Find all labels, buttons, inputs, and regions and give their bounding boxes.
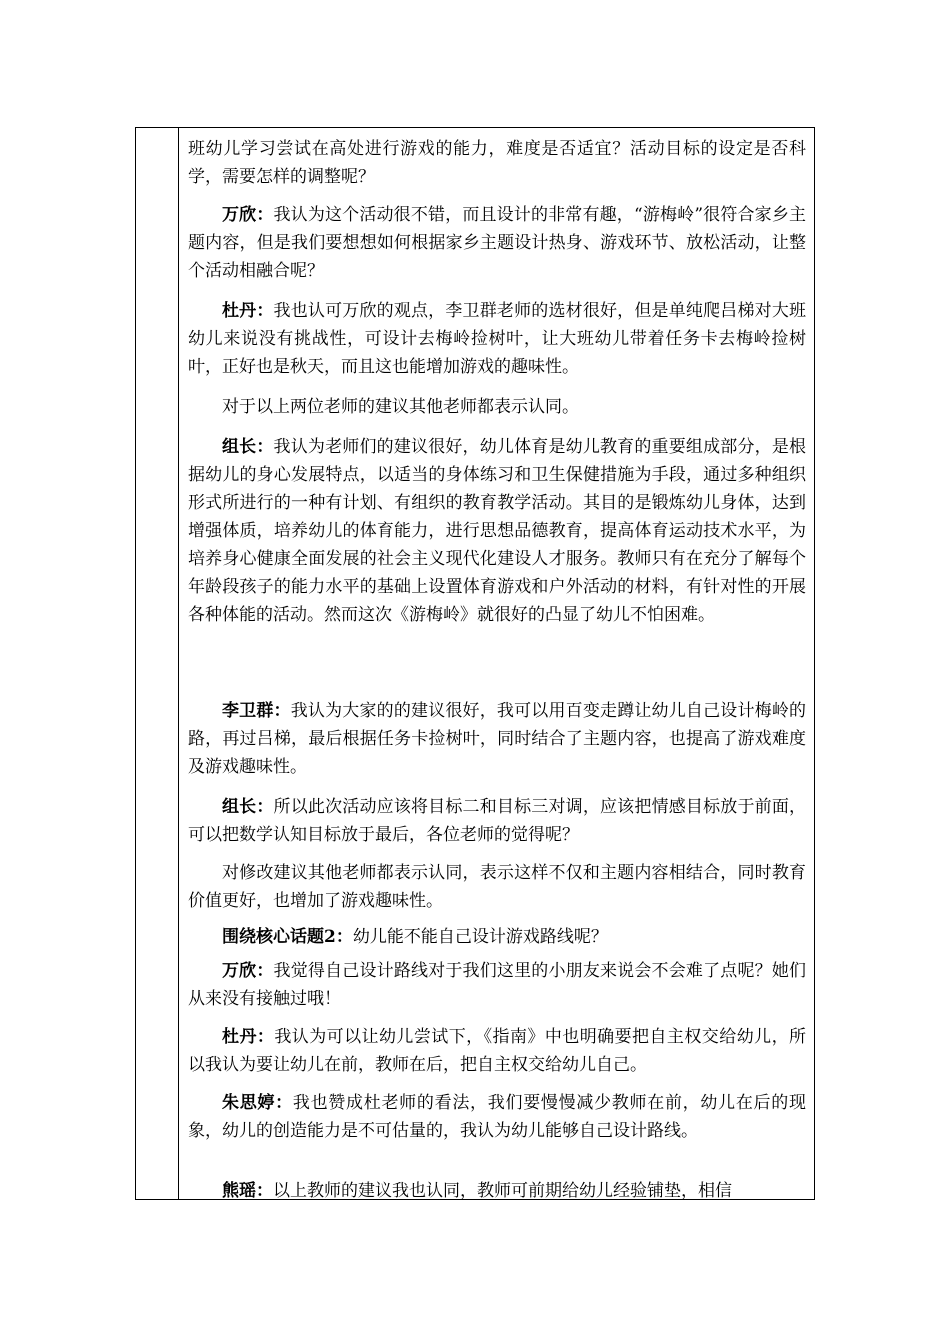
paragraph: 围绕核心话题2：幼儿能不能自己设计游戏路线呢？ — [222, 927, 608, 947]
speaker-label: 李卫群： — [222, 701, 291, 721]
paragraph: 对修改建议其他老师都表示认同，表示这样不仅和主题内容相结合，同时教育价值更好，也增加了游戏趣味性。 — [188, 863, 806, 911]
speaker-label: 组长： — [222, 797, 274, 817]
paragraph: 熊瑶：以上教师的建议我也认同，教师可前期给幼儿经验铺垫，相信 — [222, 1181, 732, 1201]
record-table — [135, 127, 815, 1200]
paragraph: 对于以上两位老师的建议其他老师都表示认同。 — [222, 397, 579, 417]
paragraph: 班幼儿学习尝试在高处进行游戏的能力，难度是否适宜？活动目标的设定是否科学，需要怎样的调整呢？ — [188, 139, 806, 187]
paragraph: 万欣：我认为这个活动很不错，而且设计的非常有趣，“游梅岭”很符合家乡主题内容，但是我们要想想如何根据家乡主题设计热身、游戏环节、放松活动，让整个活动相融合呢？ — [188, 205, 806, 281]
paragraph: 万欣：我觉得自己设计路线对于我们这里的小朋友来说会不会难了点呢？她们从来没有接触过哦！ — [188, 961, 806, 1009]
speaker-label: 万欣： — [222, 961, 274, 981]
speaker-label: 熊瑶： — [222, 1181, 273, 1201]
paragraph: 组长：所以此次活动应该将目标二和目标三对调，应该把情感目标放于前面，可以把数学认知目标放于最后，各位老师的觉得呢？ — [188, 797, 806, 845]
speaker-label: 杜丹： — [222, 1027, 275, 1047]
paragraph: 李卫群：我认为大家的的建议很好，我可以用百变走蹲让幼儿自己设计梅岭的路，再过吕梯，最后根据任务卡捡树叶，同时结合了主题内容，也提高了游戏难度及游戏趣味性。 — [188, 701, 807, 777]
section-heading: 围绕核心话题2： — [222, 927, 353, 947]
paragraph: 组长：我认为老师们的建议很好，幼儿体育是幼儿教育的重要组成部分，是根据幼儿的身心发展特点，以适当的身体练习和卫生保健措施为手段，通过多种组织形式所进行的一种有计划、有组织的教育教学活动。其目的是锻炼幼儿身体，达到增强体质，培养幼儿的体育能力，进行思想品德教育，提高体育运动技术水平，为培养身心健康全面发展的社会主义现代化建设人才服务。教师只有在充分了解每个年龄段孩子的能力水平的基础上设置体育游戏和户外活动的材料，有针对性的开展各种体能的活动。然而这次《游梅岭》就很好的凸显了幼儿不怕困难。 — [188, 437, 806, 625]
speaker-label: 朱思婷： — [222, 1093, 293, 1113]
paragraph: 朱思婷：我也赞成杜老师的看法，我们要慢慢减少教师在前，幼儿在后的现象，幼儿的创造能力是不可估量的，我认为幼儿能够自己设计路线。 — [188, 1093, 806, 1141]
column-divider — [178, 128, 179, 1199]
speaker-label: 杜丹： — [222, 301, 274, 321]
speaker-label: 万欣： — [222, 205, 274, 225]
paragraph: 杜丹：我认为可以让幼儿尝试下，《指南》中也明确要把自主权交给幼儿，所以我认为要让幼儿在前，教师在后，把自主权交给幼儿自己。 — [188, 1027, 807, 1075]
paragraph: 杜丹：我也认可万欣的观点，李卫群老师的选材很好，但是单纯爬吕梯对大班幼儿来说没有挑战性，可设计去梅岭捡树叶，让大班幼儿带着任务卡去梅岭捡树叶，正好也是秋天，而且这也能增加游戏的趣味性。 — [188, 301, 806, 377]
speaker-label: 组长： — [222, 437, 274, 457]
